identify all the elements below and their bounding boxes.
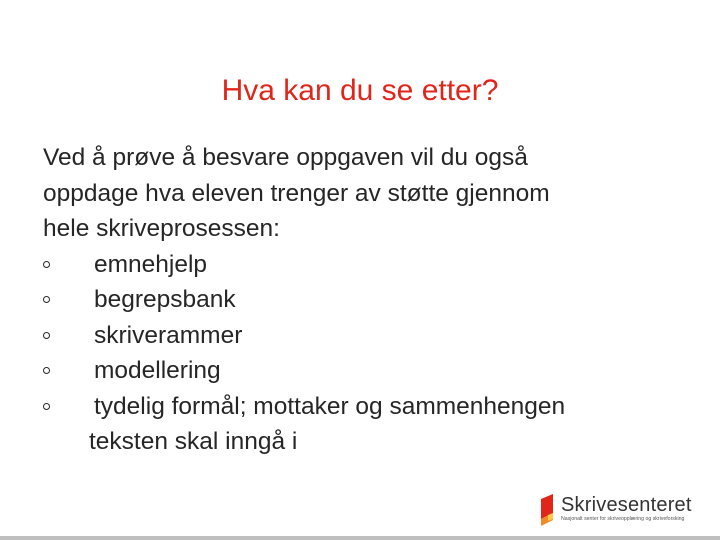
slide-title: Hva kan du se etter?	[221, 74, 499, 107]
bullet-item-modellering	[43, 353, 683, 389]
circle-bullet-icon	[43, 332, 50, 339]
circle-bullet-icon	[43, 261, 50, 268]
logo-name: Skrivesenteret	[561, 494, 692, 516]
bullet-list	[43, 247, 683, 460]
bullet-item-begrepsbank	[43, 282, 683, 318]
bottom-divider	[0, 536, 720, 540]
bullet-item-emnehjelp	[43, 247, 683, 283]
logo-mark-icon	[539, 493, 557, 527]
circle-bullet-icon	[43, 296, 50, 303]
bullet-text-continuation: teksten skal inngå i	[89, 428, 298, 455]
circle-bullet-icon	[43, 367, 50, 374]
intro-line-1: Ved å prøve å besvare oppgaven vil du også	[43, 144, 528, 171]
bullet-text: emnehjelp	[94, 250, 208, 278]
bullet-item-skriverammer	[43, 318, 683, 354]
logo-tagline: Nasjonalt senter for skriveopplæring og skriveforsking	[561, 516, 685, 522]
skrivesenteret-logo	[539, 493, 719, 533]
bullet-text: begrepsbank	[94, 286, 236, 313]
bullet-item-formal	[43, 389, 683, 460]
circle-bullet-icon	[43, 403, 50, 410]
intro-line-2: oppdage hva eleven trenger av støtte gjennom	[43, 179, 550, 207]
bullet-text: tydelig formål; mottaker og sammenhengen	[94, 392, 566, 420]
bullet-text: modellering	[94, 357, 221, 384]
intro-line-3: hele skriveprosessen:	[43, 215, 280, 242]
bullet-text: skriverammer	[94, 321, 243, 349]
slide-body	[43, 140, 683, 460]
